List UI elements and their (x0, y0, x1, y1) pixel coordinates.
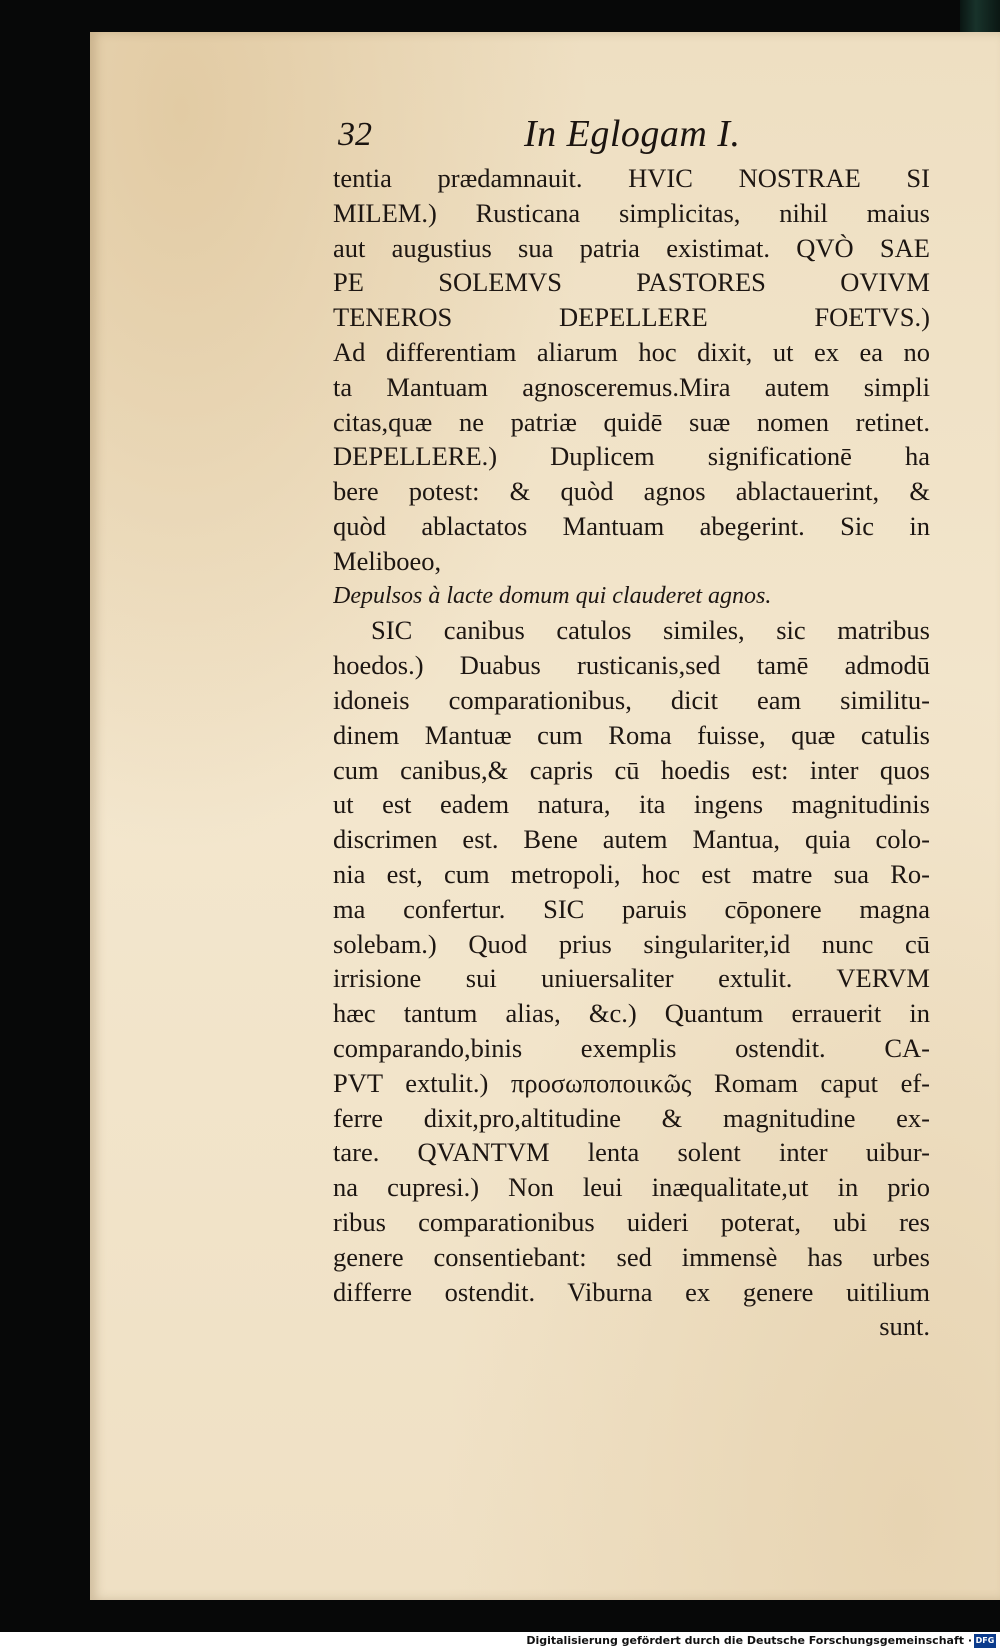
verse-quotation: Depulsos à lacte domum qui clauderet agnos. (333, 582, 772, 609)
catchword: sunt. (879, 1311, 930, 1342)
text-line: hoedos.) Duabus rusticanis,sed tamē admodū (333, 650, 930, 681)
text-line: cum canibus,& capris cū hoedis est: inter quos (333, 754, 930, 785)
text-line: nia est, cum metropoli, hoc est matre sua Ro- (333, 858, 930, 889)
text-line: solebam.) Quod prius singulariter,id nunc cū (333, 928, 930, 959)
text-line: Ad differentiam aliarum hoc dixit, ut ex ea no (333, 336, 930, 367)
running-head: In Eglogam I. (524, 113, 741, 155)
text-line: ma confertur. SIC paruis cōponere magna (333, 893, 930, 924)
text-line: na cupresi.) Non leui inæqualitate,ut in prio (333, 1172, 930, 1203)
page-number: 32 (338, 116, 372, 153)
text-line: ta Mantuam agnosceremus.Mira autem simpli (333, 371, 930, 402)
text-line: MILEM.) Rusticana simplicitas, nihil maius (333, 197, 930, 228)
text-line: ferre dixit,pro,altitudine & magnitudine ex- (333, 1102, 930, 1133)
text-line: irrisione sui uniuersaliter extulit. VERVM (333, 963, 930, 994)
text-line: comparando,binis exemplis ostendit. CA- (333, 1032, 930, 1063)
text-line: differre ostendit. Viburna ex genere uitilium (333, 1276, 930, 1307)
text-line: PVT extulit.) προσωποποιικῶς Romam caput ef- (333, 1067, 930, 1098)
text-line: PE SOLEMVS PASTORES OVIVM (333, 267, 930, 298)
text-line: hæc tantum alias, &c.) Quantum errauerit in (333, 998, 930, 1029)
text-line: tentia prædamnauit. HVIC NOSTRAE SI (333, 163, 930, 193)
text-line: aut augustius sua patria existimat. QVÒ SAE (333, 232, 930, 263)
text-line: quòd ablactatos Mantuam abegerint. Sic in (333, 510, 930, 541)
funding-notice: Digitalisierung gefördert durch die Deutsche Forschungsgemeinschaft · (526, 1634, 972, 1647)
text-line: citas,quæ ne patriæ quidē suæ nomen retinet. (333, 406, 930, 437)
dfg-logo: DFG (974, 1634, 996, 1648)
text-line: ut est eadem natura, ita ingens magnitudinis (333, 789, 930, 820)
text-line: Meliboeo, (333, 545, 442, 576)
text-line: ribus comparationibus uideri poterat, ubi res (333, 1206, 930, 1237)
text-line: TENEROS DEPELLERE FOETVS.) (333, 302, 930, 333)
text-line: dinem Mantuæ cum Roma fuisse, quæ catulis (333, 719, 930, 750)
text-line: SIC canibus catulos similes, sic matribus (371, 615, 930, 646)
main-text-block (333, 161, 930, 1344)
page-header (338, 113, 998, 166)
text-line: tare. QVANTVM lenta solent inter uibur- (333, 1137, 930, 1168)
text-line: bere potest: & quòd agnos ablactauerint, & (333, 476, 930, 507)
text-line: DEPELLERE.) Duplicem significationē ha (333, 441, 930, 472)
text-line: genere consentiebant: sed immensè has urbes (333, 1241, 930, 1272)
text-line: discrimen est. Bene autem Mantua, quia colo- (333, 824, 930, 855)
text-line: idoneis comparationibus, dicit eam similitu- (333, 684, 930, 715)
